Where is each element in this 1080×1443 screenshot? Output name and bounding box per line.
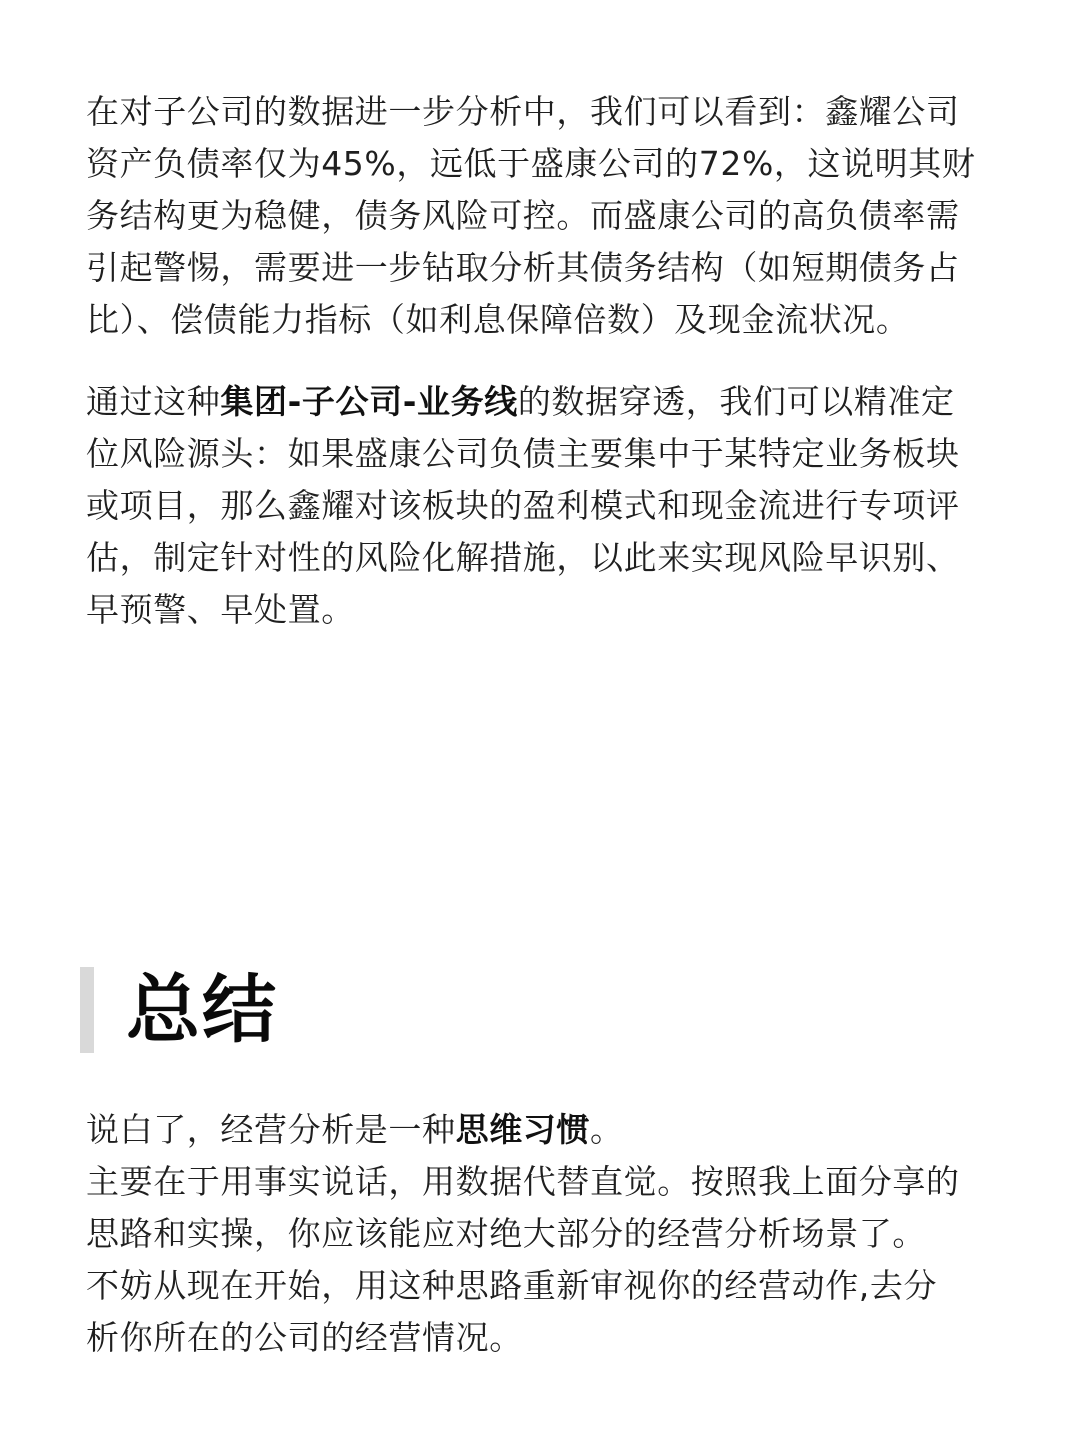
text-line: 主要在于用事实说话，用数据代替直觉。按照我上面分享的 xyxy=(86,1162,960,1201)
text-line: 不妨从现在开始，用这种思路重新审视你的经营动作,去分 xyxy=(86,1266,938,1305)
analysis-paragraph xyxy=(86,86,992,346)
text-run: 的数据穿透，我们可以精准定 xyxy=(517,382,955,421)
text-line: 比）、偿债能力指标（如利息保障倍数）及现金流状况。 xyxy=(86,300,910,339)
text-line: 引起警惕，需要进一步钻取分析其债务结构（如短期债务占 xyxy=(86,248,960,287)
summary-heading xyxy=(80,966,278,1054)
text-run: 说白了，经营分析是一种 xyxy=(86,1110,456,1149)
summary-heading-text: 总结 xyxy=(126,967,278,1053)
summary-paragraph xyxy=(86,1104,992,1364)
text-line xyxy=(86,376,992,428)
emphasis-text: 集团-子公司-业务线 xyxy=(220,382,518,421)
text-line: 在对子公司的数据进一步分析中，我们可以看到：鑫耀公司 xyxy=(86,92,960,131)
penetration-paragraph xyxy=(86,376,992,636)
heading-accent-bar xyxy=(80,967,94,1053)
text-run: 。 xyxy=(590,1110,624,1149)
text-run: 通过这种 xyxy=(86,382,221,421)
emphasis-text: 思维习惯 xyxy=(455,1110,591,1149)
text-line xyxy=(86,1104,992,1156)
text-line: 位风险源头：如果盛康公司负债主要集中于某特定业务板块 xyxy=(86,434,960,473)
text-line: 估，制定针对性的风险化解措施，以此来实现风险早识别、 xyxy=(86,538,960,577)
text-line: 思路和实操，你应该能应对绝大部分的经营分析场景了。 xyxy=(86,1214,926,1253)
text-line: 早预警、早处置。 xyxy=(86,590,355,629)
text-line: 务结构更为稳健，债务风险可控。而盛康公司的高负债率需 xyxy=(86,196,960,235)
text-line: 资产负债率仅为45%，远低于盛康公司的72%，这说明其财 xyxy=(86,144,976,183)
text-line: 析你所在的公司的经营情况。 xyxy=(86,1318,523,1357)
text-line: 或项目，那么鑫耀对该板块的盈利模式和现金流进行专项评 xyxy=(86,486,960,525)
